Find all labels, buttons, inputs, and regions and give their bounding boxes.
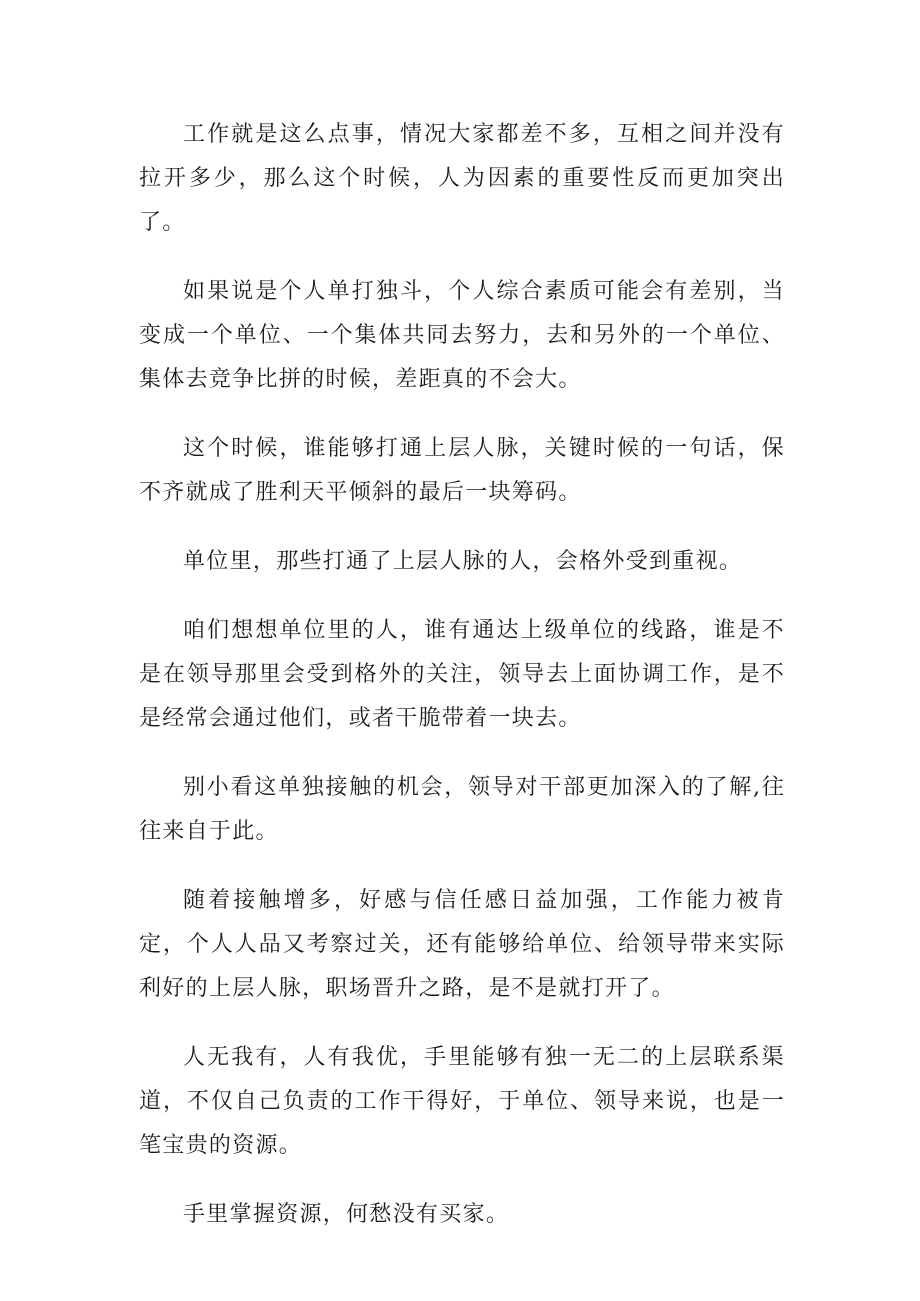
paragraph-5: 咱们想想单位里的人，谁有通达上级单位的线路，谁是不是在领导那里会受到格外的关注，领导去上面协调工作，是不是经常会通过他们，或者干脆带着一块去。 xyxy=(139,618,785,731)
paragraph-8: 人无我有，人有我优，手里能够有独一无二的上层联系渠道，不仅自己负责的工作干得好，于单位、领导来说，也是一笔宝贵的资源。 xyxy=(139,1045,785,1158)
paragraph-3: 这个时候，谁能够打通上层人脉，关键时候的一句话，保不齐就成了胜利天平倾斜的最后一块筹码。 xyxy=(139,436,785,505)
paragraph-9: 手里掌握资源，何愁没有买家。 xyxy=(183,1202,510,1227)
paragraph-2: 如果说是个人单打独斗，个人综合素质可能会有差别，当变成一个单位、一个集体共同去努力，去和另外的一个单位、集体去竞争比拼的时候，差距真的不会大。 xyxy=(139,279,785,392)
paragraph-6: 别小看这单独接触的机会，领导对干部更加深入的了解,往往来自于此。 xyxy=(139,775,785,844)
paragraph-1: 工作就是这么点事，情况大家都差不多，互相之间并没有拉开多少，那么这个时候，人为因素的重要性反而更加突出了。 xyxy=(139,122,785,235)
document-body xyxy=(139,113,785,1262)
paragraph-7: 随着接触增多，好感与信任感日益加强，工作能力被肯定，个人人品又考察过关，还有能够给单位、给领导带来实际利好的上层人脉，职场晋升之路，是不是就打开了。 xyxy=(139,888,785,1001)
paragraph-4: 单位里，那些打通了上层人脉的人，会格外受到重视。 xyxy=(183,549,743,574)
